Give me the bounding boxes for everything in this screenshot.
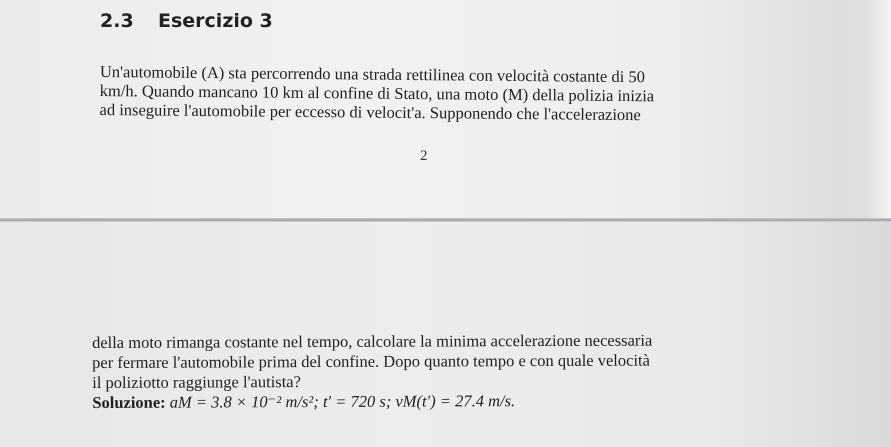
section-title: Esercizio 3 (158, 10, 273, 32)
page-number: 2 (420, 148, 428, 164)
solution-values: aM = 3.8 × 10⁻² m/s²; t′ = 720 s; vM(t′) = 27.4 m/s. (169, 391, 516, 412)
section-heading (100, 10, 273, 32)
solution-line (92, 390, 752, 413)
exercise-text-top (99, 62, 740, 125)
text-line: della moto rimanga costante nel tempo, calcolare la minima accelerazione necessaria (92, 330, 653, 352)
section-number: 2.3 (100, 10, 134, 32)
text-line: ad inseguire l'automobile per eccesso di velocit'a. Supponendo che l'accelerazione (99, 99, 641, 125)
exercise-text-bottom (92, 330, 752, 413)
solution-label: Soluzione: (92, 392, 166, 412)
text-line: il poliziotto raggiunge l'autista? (92, 372, 301, 392)
text-line: per fermare l'automobile prima del confine. Dopo quanto tempo e con quale velocità (92, 350, 650, 372)
text-line: km/h. Quando mancano 10 km al confine di Stato, una moto (M) della polizia inizia (99, 80, 655, 106)
text-line: Un'automobile (A) sta percorrendo una strada rettilinea con velocità costante di 50 (99, 62, 645, 87)
